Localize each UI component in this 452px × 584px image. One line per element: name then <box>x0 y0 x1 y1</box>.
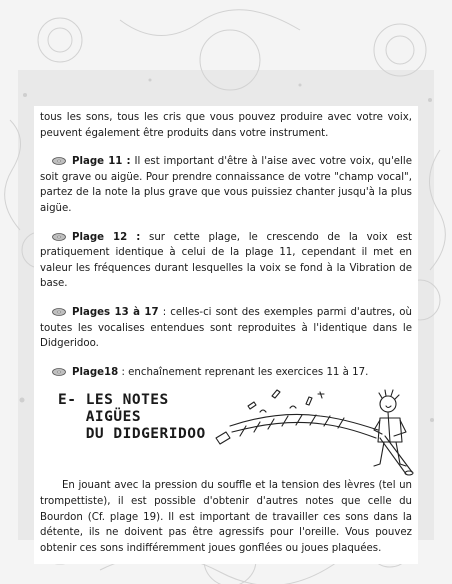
cd-icon <box>52 368 66 376</box>
cd-icon <box>52 233 66 241</box>
plage-11-paragraph <box>40 154 412 216</box>
plage-13-17-paragraph <box>40 305 412 352</box>
plage-text: : enchaînement reprenant les exercices 11 à 17. <box>121 366 369 378</box>
cd-icon <box>52 157 66 165</box>
plage-label: Plage 11 : <box>72 156 131 168</box>
plage-text: : celles-ci sont des exemples parmi d'autres, où toutes les vocalises entendues sont reproduites à l'identique dans le Didgeridoo. <box>40 306 412 350</box>
plage-18-paragraph <box>40 365 412 381</box>
plage-label: Plage18 <box>72 366 119 378</box>
closing-paragraph: En jouant avec la pression du souffle et la tension des lèvres (tel un trompettiste), il est possible d'obtenir d'autres notes que celle du Bourdon (Cf. plage 19). Il est important de travailler ces sons dans la détente, ils ne doivent pas être agressifs pour l'oreille. Vous pouvez obtenir ces sons indifféremment joues gonflées ou joues plaquées. <box>40 480 412 554</box>
section-title-line-2: AIGÜES <box>58 409 142 426</box>
page-content <box>34 106 418 564</box>
plage-text: sur cette plage, le crescendo de la voix est pratiquement identique à celui de la plage 11, cependant il met en valeur les fréquences durant lesquelles la voix se fond à la Vibration de base. <box>40 231 412 290</box>
plage-text: Il est important d'être à l'aise avec votre voix, qu'elle soit grave ou aigüe. Pour prendre connaissance de votre "champ vocal", partez de la note la plus grave que vous puissiez chanter jusqu'à la plus aigüe. <box>40 156 412 214</box>
cd-icon <box>52 308 66 316</box>
plage-label: Plages 13 à 17 <box>72 306 159 318</box>
section-title-line-1: E- LES NOTES <box>58 392 169 409</box>
plage-label: Plage 12 : <box>72 231 141 243</box>
didgeridoo-player-illustration <box>210 386 424 478</box>
section-title-line-3: DU DIDGERIDOO <box>58 426 206 443</box>
plage-12-paragraph <box>40 230 412 292</box>
intro-paragraph: tous les sons, tous les cris que vous pouvez produire avec votre voix, peuvent également être produits dans votre instrument. <box>40 112 412 139</box>
section-title <box>58 392 206 443</box>
section-e-header <box>40 386 412 478</box>
